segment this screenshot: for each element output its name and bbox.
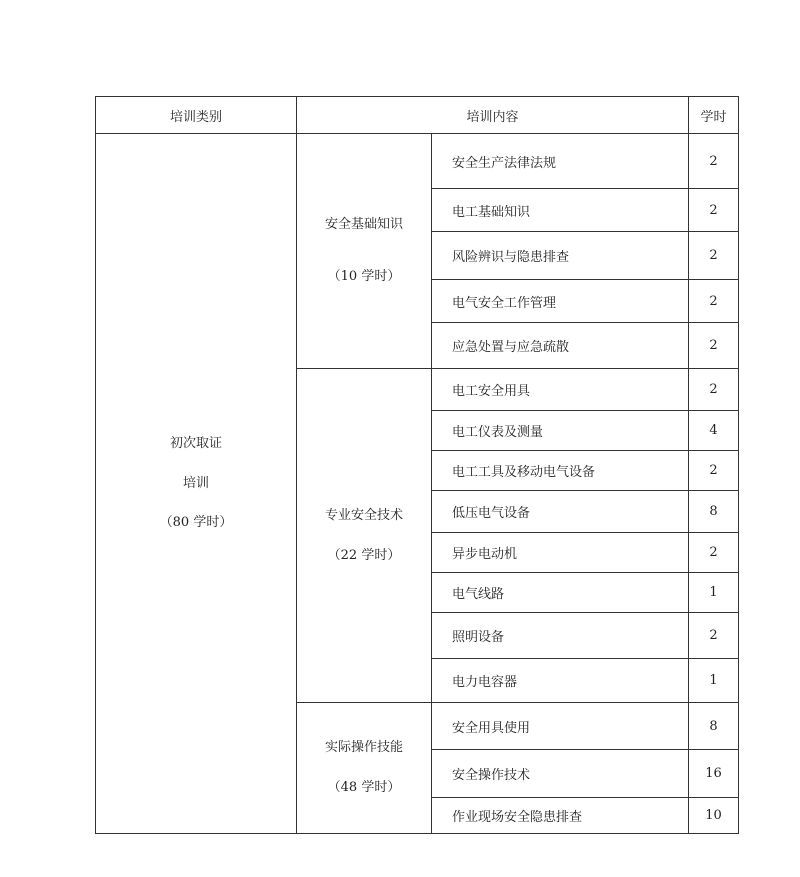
header-row	[96, 97, 739, 134]
item-hours: 2	[689, 451, 739, 491]
item-hours: 1	[689, 659, 739, 703]
item-name: 电工基础知识	[432, 189, 689, 232]
item-hours: 10	[689, 798, 739, 834]
category-title: 初次取证	[169, 436, 222, 452]
item-name: 电力电容器	[432, 659, 689, 703]
item-name: 应急处置与应急疏散	[432, 323, 689, 369]
item-hours: 1	[689, 573, 739, 613]
category-subtitle: 培训	[182, 475, 209, 491]
item-name: 作业现场安全隐患排查	[432, 798, 689, 834]
group-name: 安全基础知识	[324, 217, 403, 233]
item-name: 安全生产法律法规	[432, 134, 689, 189]
category-cell	[96, 134, 297, 834]
training-table	[95, 96, 739, 834]
item-hours: 2	[689, 134, 739, 189]
group-cell	[297, 369, 432, 703]
item-hours: 2	[689, 533, 739, 573]
header-hours: 学时	[689, 97, 739, 134]
header-content: 培训内容	[297, 97, 689, 134]
table-row	[96, 134, 739, 189]
item-hours: 8	[689, 703, 739, 750]
item-name: 电气线路	[432, 573, 689, 613]
group-cell	[297, 134, 432, 369]
group-hours: （10 学时）	[327, 269, 401, 284]
item-hours: 4	[689, 411, 739, 451]
item-name: 风险辨识与隐患排查	[432, 232, 689, 280]
item-name: 异步电动机	[432, 533, 689, 573]
group-cell	[297, 703, 432, 834]
item-name: 电工安全用具	[432, 369, 689, 411]
item-hours: 2	[689, 323, 739, 369]
item-name: 安全操作技术	[432, 750, 689, 798]
category-hours: （80 学时）	[159, 515, 233, 531]
item-name: 电工仪表及测量	[432, 411, 689, 451]
item-hours: 2	[689, 232, 739, 280]
item-name: 照明设备	[432, 613, 689, 659]
group-hours: （48 学时）	[327, 780, 401, 795]
item-hours: 16	[689, 750, 739, 798]
group-name: 专业安全技术	[324, 507, 403, 523]
header-category: 培训类别	[96, 97, 297, 134]
item-name: 电气安全工作管理	[432, 280, 689, 323]
item-name: 电工工具及移动电气设备	[432, 451, 689, 491]
item-hours: 2	[689, 613, 739, 659]
item-hours: 2	[689, 280, 739, 323]
item-hours: 8	[689, 491, 739, 533]
group-name: 实际操作技能	[324, 740, 403, 756]
item-hours: 2	[689, 369, 739, 411]
item-name: 安全用具使用	[432, 703, 689, 750]
item-hours: 2	[689, 189, 739, 232]
item-name: 低压电气设备	[432, 491, 689, 533]
group-hours: （22 学时）	[327, 547, 401, 563]
